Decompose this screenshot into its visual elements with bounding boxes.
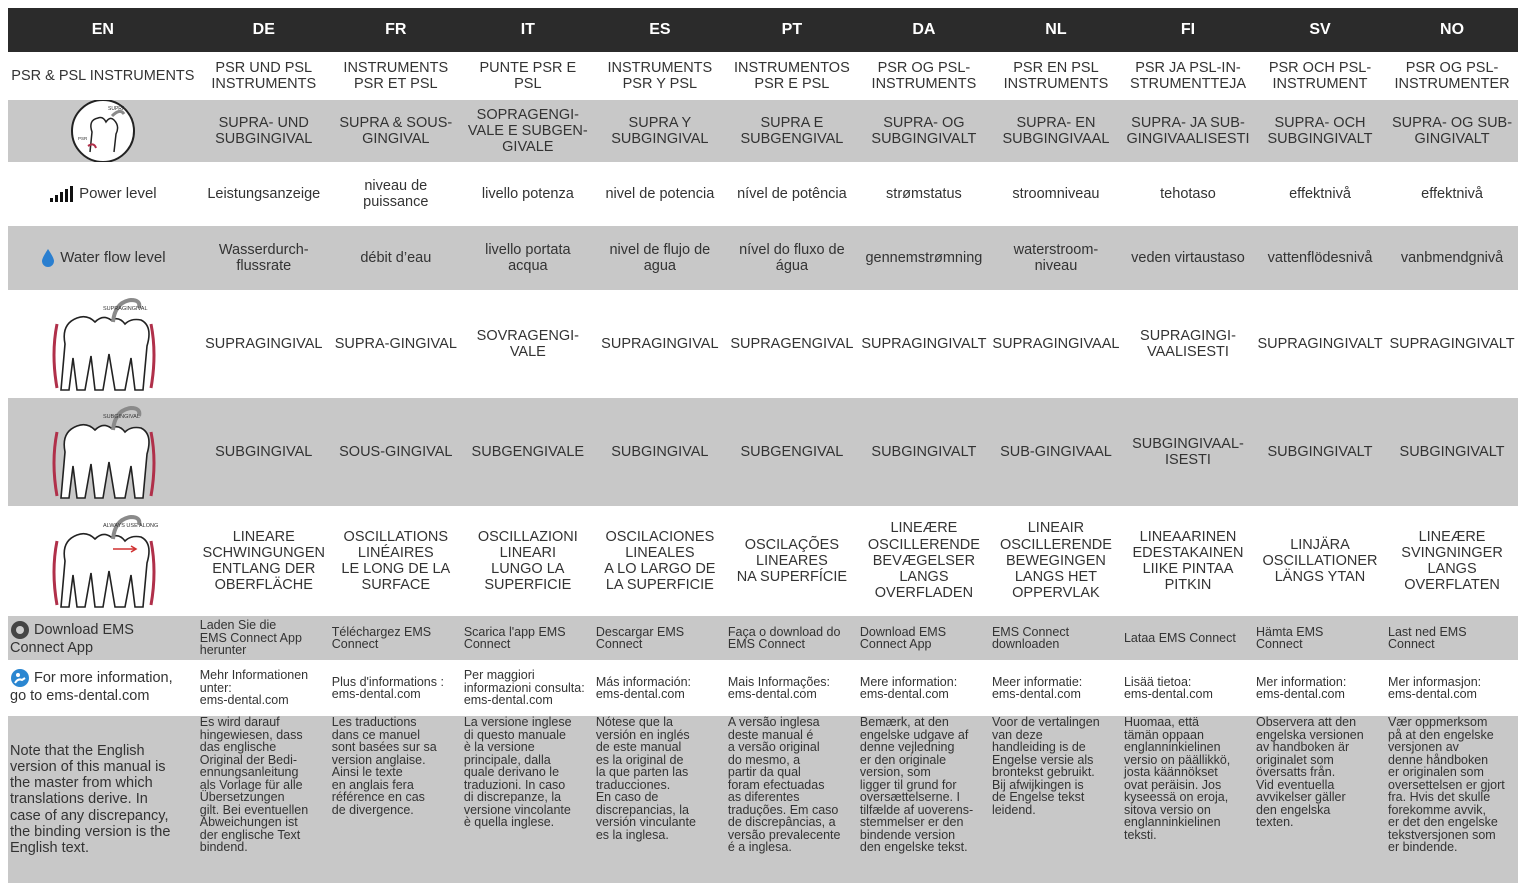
translation-text: SUPRAGENGIVAL — [730, 335, 854, 352]
translation-text: LINEAARINEN EDESTAKAINEN LIIKE PINTAA PITKIN — [1132, 528, 1244, 594]
translation-text: nível de potência — [737, 185, 847, 202]
translation-cell — [330, 162, 462, 226]
translation-text: stroomniveau — [1012, 185, 1100, 202]
translation-text: SUBGINGIVAL — [215, 443, 313, 460]
language-header: FI — [1122, 8, 1254, 52]
table-row — [8, 226, 1518, 290]
translation-cell — [990, 52, 1122, 100]
translation-text: EMS Connect downloaden — [991, 624, 1070, 651]
tooth-diagram-icon — [43, 402, 163, 502]
translation-cell — [462, 506, 594, 616]
translation-cell — [462, 290, 594, 398]
translation-text: niveau de puissance — [363, 177, 429, 210]
translation-cell — [990, 162, 1122, 226]
svg-text:PSR: PSR — [77, 136, 88, 141]
row-label — [8, 506, 198, 616]
translation-text: Vær oppmerksom på at den engelske versjonen av denne håndboken er originalen som oversettelsen er gjort fra. Hvis det skulle forekomme avvik, er det den engelske tekstversjonen som er bindende. — [1388, 716, 1505, 854]
language-header: ES — [594, 8, 726, 52]
table-row — [8, 398, 1518, 506]
translation-cell — [330, 506, 462, 616]
translation-text: SUPRA Y SUBGINGIVAL — [611, 114, 709, 147]
translation-text: SUPRA & SOUS- GINGIVAL — [339, 114, 453, 147]
translation-text: Voor de vertalingen van deze handleiding is de Engelse versie als brontekst gebruikt. Bij afwijkingen is de Engelse tekst leidend. — [991, 716, 1100, 817]
translation-text: Lataa EMS Connect — [1123, 630, 1236, 645]
translation-cell — [1122, 660, 1254, 716]
translation-text: Wasserdurch- flussrate — [218, 241, 309, 274]
translation-text: INSTRUMENTOS PSR E PSL — [734, 59, 850, 92]
translation-cell — [198, 162, 330, 226]
translation-cell — [858, 226, 990, 290]
translation-text: Download EMS Connect App — [859, 624, 947, 651]
translation-text: Es wird darauf hingewiesen, dass das englische Original der Bedi- ennungsanleitung als Vorlage für alle Übersetzungen gilt. Bei eventuellen Abweichungen ist der englische Text bindend. — [199, 716, 309, 854]
translation-text: SUPRA E SUBGENGIVAL — [740, 114, 844, 147]
translation-text: Per maggiori informazioni consulta: ems-dental.com — [463, 668, 585, 708]
translation-text: livello potenza — [481, 185, 574, 202]
translation-text: SOPRAGENGI- VALE E SUBGEN- GIVALE — [467, 106, 588, 156]
translation-cell — [1122, 162, 1254, 226]
translation-text: strømstatus — [886, 185, 962, 202]
download-icon — [10, 620, 30, 640]
translation-text: SUBGINGIVAAL- ISESTI — [1132, 435, 1244, 468]
translation-cell — [462, 100, 594, 162]
translation-cell — [990, 290, 1122, 398]
translation-cell — [726, 616, 858, 660]
translation-cell — [198, 716, 330, 883]
supra-subgingival-icon — [68, 100, 138, 162]
row-label-text: Power level — [79, 184, 157, 202]
row-label — [8, 716, 198, 883]
translation-cell — [594, 660, 726, 716]
translation-text: Mere information: ems-dental.com — [859, 674, 958, 701]
translation-cell — [198, 616, 330, 660]
translation-text: débit d’eau — [360, 249, 432, 266]
translation-cell — [1386, 52, 1518, 100]
translation-cell — [198, 226, 330, 290]
translation-text: livello portata acqua — [485, 241, 571, 274]
translation-cell — [330, 290, 462, 398]
translation-cell — [1254, 716, 1386, 883]
translation-cell — [1122, 290, 1254, 398]
translation-cell — [462, 52, 594, 100]
translation-text: Huomaa, että tämän oppaan englanninkielinen versio on päällikkö, josta käännökset ovat peräisin. Jos kyseessä on eroja, sitova versio on englanninkielinen teksti. — [1123, 716, 1231, 842]
translation-cell — [198, 52, 330, 100]
translation-cell — [462, 660, 594, 716]
translation-cell — [1122, 398, 1254, 506]
translation-cell — [1122, 226, 1254, 290]
translation-text: nivel de potencia — [605, 185, 715, 202]
language-header: EN — [8, 8, 198, 52]
language-header: DE — [198, 8, 330, 52]
language-header: DA — [858, 8, 990, 52]
translation-text: effektnivå — [1421, 185, 1483, 202]
translation-text: SUPRAGINGIVALT — [1257, 335, 1383, 352]
translation-text: PUNTE PSR E PSL — [479, 59, 577, 92]
translation-text: Nótese que la versión en inglés de este manual es la original de la que parten las traducciones. En caso de discrepancias, la versión vinculante es la inglesa. — [595, 716, 696, 842]
translation-cell — [1122, 616, 1254, 660]
translation-cell — [594, 716, 726, 883]
translation-cell — [1254, 398, 1386, 506]
translation-cell — [858, 162, 990, 226]
table-row — [8, 290, 1518, 398]
translation-cell — [726, 290, 858, 398]
translation-text: SUPRAGINGIVAAL — [992, 335, 1120, 352]
power-level-icon — [49, 185, 75, 203]
row-label — [8, 226, 198, 290]
translation-text: SUPRAGINGIVAL — [601, 335, 719, 352]
translation-cell — [990, 506, 1122, 616]
translation-cell — [726, 226, 858, 290]
table-row — [8, 162, 1518, 226]
tooth-diagram-icon — [43, 511, 163, 611]
translation-text: OSCILACIONES LINEALES A LO LARGO DE LA SUPERFICIE — [604, 528, 716, 594]
translation-cell — [330, 660, 462, 716]
translation-text: SOUS-GINGIVAL — [339, 443, 453, 460]
translation-cell — [726, 100, 858, 162]
translation-cell — [1122, 100, 1254, 162]
translation-cell — [1386, 226, 1518, 290]
translation-text: Mer informasjon: ems-dental.com — [1388, 674, 1482, 701]
table-row — [8, 52, 1518, 100]
translation-text: Les traductions dans ce manuel sont basées sur sa version anglaise. Ainsi le texte en anglais fera référence en cas de divergence. — [331, 716, 437, 817]
translation-cell — [198, 398, 330, 506]
translation-text: Scarica l'app EMS Connect — [463, 624, 566, 651]
language-header: SV — [1254, 8, 1386, 52]
translation-cell — [1386, 162, 1518, 226]
translation-cell — [594, 162, 726, 226]
translation-text: SUPRA- UND SUBGINGIVAL — [215, 114, 313, 147]
translation-cell — [726, 716, 858, 883]
translation-cell — [594, 100, 726, 162]
translation-cell — [330, 716, 462, 883]
translation-cell — [990, 616, 1122, 660]
table-row — [8, 660, 1518, 716]
translation-text: SUPRA- OG SUB- GINGIVALT — [1392, 114, 1513, 147]
translation-text: Descargar EMS Connect — [595, 624, 685, 651]
translation-text: SUPRA- OG SUBGINGIVALT — [871, 114, 977, 147]
translation-text: Plus d'informations : ems-dental.com — [331, 674, 444, 701]
translation-text: LINJÄRA OSCILLATIONER LÄNGS YTAN — [1262, 536, 1378, 586]
translation-text: OSCILLAZIONI LINEARI LUNGO LA SUPERFICIE — [477, 528, 578, 594]
translation-cell — [594, 616, 726, 660]
translation-text: Meer informatie: ems-dental.com — [991, 674, 1083, 701]
translation-text: SUBGINGIVALT — [1267, 443, 1373, 460]
translation-cell — [462, 716, 594, 883]
translation-cell — [726, 660, 858, 716]
translation-cell — [1254, 660, 1386, 716]
row-label — [8, 162, 198, 226]
language-header: NL — [990, 8, 1122, 52]
translation-text: SUBGINGIVALT — [871, 443, 977, 460]
translation-text: SUBGENGIVALE — [471, 443, 585, 460]
row-label — [8, 616, 198, 660]
translation-cell — [1386, 290, 1518, 398]
translation-cell — [1122, 716, 1254, 883]
translation-text: INSTRUMENTS PSR ET PSL — [343, 59, 449, 92]
translation-cell — [330, 398, 462, 506]
translation-cell — [858, 290, 990, 398]
translation-text: La versione inglese di questo manuale è la versione principale, dalla quale derivano le traduzioni. In caso di discrepanze, la versione vincolante è quella inglese. — [463, 716, 572, 829]
translation-text: SUPRA-GINGIVAL — [334, 335, 457, 352]
translation-cell — [858, 716, 990, 883]
translation-text: LINEAIR OSCILLERENDE BEWEGINGEN LANGS HET OPPERVLAK — [999, 520, 1112, 602]
translation-text: LINEÆRE OSCILLERENDE BEVÆGELSER LANGS OVERFLADEN — [867, 520, 980, 602]
translation-text: SUBGINGIVALT — [1399, 443, 1505, 460]
translation-text: Laden Sie die EMS Connect App herunter — [199, 618, 302, 658]
translation-text: Téléchargez EMS Connect — [331, 624, 432, 651]
table-row — [8, 506, 1518, 616]
language-header: PT — [726, 8, 858, 52]
translation-cell — [858, 398, 990, 506]
translation-text: OSCILLATIONS LINÉAIRES LE LONG DE LA SURFACE — [341, 528, 451, 594]
translation-cell — [330, 226, 462, 290]
translation-cell — [1254, 506, 1386, 616]
translation-text: Faça o download do EMS Connect — [727, 624, 841, 651]
translation-cell — [1386, 616, 1518, 660]
translation-cell — [594, 290, 726, 398]
translation-cell — [1254, 100, 1386, 162]
translation-text: Más información: ems-dental.com — [595, 674, 692, 701]
translation-cell — [1254, 290, 1386, 398]
translation-cell — [990, 716, 1122, 883]
translation-cell — [1386, 100, 1518, 162]
translation-text: SUBGINGIVAL — [611, 443, 709, 460]
translation-cell — [858, 506, 990, 616]
row-label-text: Water flow level — [60, 248, 166, 266]
row-label — [8, 660, 198, 716]
table-row — [8, 616, 1518, 660]
translation-text: vattenflödesnivå — [1267, 249, 1373, 266]
translation-cell — [198, 506, 330, 616]
translation-cell — [462, 398, 594, 506]
translation-cell — [1386, 660, 1518, 716]
row-label-text: PSR & PSL INSTRUMENTS — [11, 67, 195, 84]
translation-cell — [1254, 616, 1386, 660]
translation-cell — [198, 660, 330, 716]
svg-text:ALWAYS USE ALONG: ALWAYS USE ALONG — [102, 523, 159, 529]
translation-cell — [462, 162, 594, 226]
svg-text:SUPRA: SUPRA — [107, 106, 126, 112]
language-header: NO — [1386, 8, 1518, 52]
translation-cell — [594, 506, 726, 616]
row-label — [8, 52, 198, 100]
translation-cell — [990, 100, 1122, 162]
translation-cell — [462, 616, 594, 660]
translation-text: A versão inglesa deste manual é a versão original do mesmo, a partir da qual foram efectuadas as diferentes traduções. Em caso de discrepâncias, a versão prevalecente é a inglesa. — [727, 716, 841, 854]
translation-table — [8, 8, 1518, 883]
translation-cell — [594, 398, 726, 506]
language-header: FR — [330, 8, 462, 52]
translation-cell — [858, 52, 990, 100]
info-icon — [10, 668, 30, 688]
translation-text: OSCILAÇÕES LINEARES NA SUPERFÍCIE — [736, 536, 848, 586]
translation-cell — [990, 398, 1122, 506]
row-label — [8, 398, 198, 506]
translation-text: SUBGENGIVAL — [740, 443, 844, 460]
header-row — [8, 8, 1518, 52]
translation-cell — [198, 100, 330, 162]
translation-text: SUB-GINGIVAAL — [1000, 443, 1112, 460]
translation-text: SUPRAGINGIVALT — [1389, 335, 1515, 352]
translation-text: nível do fluxo de água — [739, 241, 845, 274]
translation-cell — [330, 52, 462, 100]
translation-cell — [1254, 226, 1386, 290]
translation-cell — [726, 52, 858, 100]
translation-text: SOVRAGENGI- VALE — [476, 327, 579, 360]
translation-text: nivel de flujo de agua — [609, 241, 711, 274]
translation-text: LINEÆRE SVINGNINGER LANGS OVERFLATEN — [1401, 528, 1503, 594]
translation-text: Mehr Informationen unter: ems-dental.com — [199, 668, 309, 708]
translation-text: effektnivå — [1289, 185, 1351, 202]
row-label-text: Note that the English version of this manual is the master from which translations derive. In case of any discrepancy, the binding version is the English text. — [10, 742, 171, 857]
translation-text: PSR UND PSL INSTRUMENTS — [211, 59, 317, 92]
tooth-diagram-icon — [43, 294, 163, 394]
language-header: IT — [462, 8, 594, 52]
translation-text: Leistungsanzeige — [207, 185, 321, 202]
translation-text: INSTRUMENTS PSR Y PSL — [607, 59, 713, 92]
table-row — [8, 100, 1518, 162]
translation-text: Last ned EMS Connect — [1388, 624, 1467, 651]
translation-cell — [594, 52, 726, 100]
translation-cell — [726, 398, 858, 506]
svg-text:SUPRAGINGIVAL: SUPRAGINGIVAL — [102, 306, 148, 312]
translation-text: vanbmendgnivå — [1400, 249, 1504, 266]
translation-cell — [330, 100, 462, 162]
row-label-text: For more information, go to ems-dental.com — [10, 669, 173, 704]
translation-cell — [726, 162, 858, 226]
translation-cell — [1386, 716, 1518, 883]
translation-cell — [462, 226, 594, 290]
translation-cell — [858, 100, 990, 162]
translation-cell — [1122, 52, 1254, 100]
translation-text: SUPRA- EN SUBGINGIVAAL — [1002, 114, 1110, 147]
translation-cell — [1122, 506, 1254, 616]
translation-text: PSR JA PSL-IN- STRUMENTTEJA — [1129, 59, 1246, 92]
translation-text: Bemærk, at den engelske udgave af denne vejledning er den originale version, som ligger til grund for oversættelserne. I tilfælde af uoverens- stemmelser er den bindende version den engelske tekst. — [859, 716, 974, 854]
translation-cell — [198, 290, 330, 398]
translation-text: Mais Informações: ems-dental.com — [727, 674, 830, 701]
row-label — [8, 290, 198, 398]
svg-text:SUBGINGIVAL: SUBGINGIVAL — [102, 414, 140, 420]
translation-text: SUPRAGINGIVALT — [861, 335, 987, 352]
translation-text: gennemstrømning — [865, 249, 983, 266]
translation-text: PSR OCH PSL- INSTRUMENT — [1268, 59, 1372, 92]
translation-text: LINEARE SCHWINGUNGEN ENTLANG DER OBERFLÄCHE — [202, 528, 325, 594]
translation-cell — [990, 226, 1122, 290]
translation-text: PSR OG PSL- INSTRUMENTER — [1394, 59, 1510, 92]
translation-cell — [1254, 52, 1386, 100]
translation-cell — [330, 616, 462, 660]
row-label-text: Download EMS Connect App — [10, 621, 134, 656]
translation-text: Mer information: ems-dental.com — [1256, 674, 1347, 701]
row-label — [8, 100, 198, 162]
translation-cell — [990, 660, 1122, 716]
translation-text: PSR EN PSL INSTRUMENTS — [1003, 59, 1109, 92]
translation-cell — [1254, 162, 1386, 226]
translation-text: veden virtaustaso — [1131, 249, 1245, 266]
translation-text: SUPRAGINGIVAL — [205, 335, 323, 352]
translation-text: waterstroom- niveau — [1013, 241, 1099, 274]
translation-cell — [1386, 398, 1518, 506]
translation-cell — [726, 506, 858, 616]
translation-text: SUPRA- OCH SUBGINGIVALT — [1267, 114, 1373, 147]
table-row — [8, 716, 1518, 883]
translation-text: SUPRA- JA SUB- GINGIVAALISESTI — [1126, 114, 1250, 147]
translation-text: Observera att den engelska versionen av handboken är originalet som översatts från. Vid eventuella avvikelser gäller den engelska texten. — [1256, 716, 1364, 829]
translation-text: SUPRAGINGI- VAALISESTI — [1140, 327, 1236, 360]
translation-cell — [858, 660, 990, 716]
translation-text: Hämta EMS Connect — [1256, 624, 1324, 651]
translation-text: Lisää tietoa: ems-dental.com — [1123, 674, 1213, 701]
translation-text: tehotaso — [1160, 185, 1216, 202]
water-drop-icon — [40, 248, 56, 268]
translation-cell — [594, 226, 726, 290]
translation-text: PSR OG PSL- INSTRUMENTS — [871, 59, 977, 92]
translation-cell — [1386, 506, 1518, 616]
translation-cell — [858, 616, 990, 660]
